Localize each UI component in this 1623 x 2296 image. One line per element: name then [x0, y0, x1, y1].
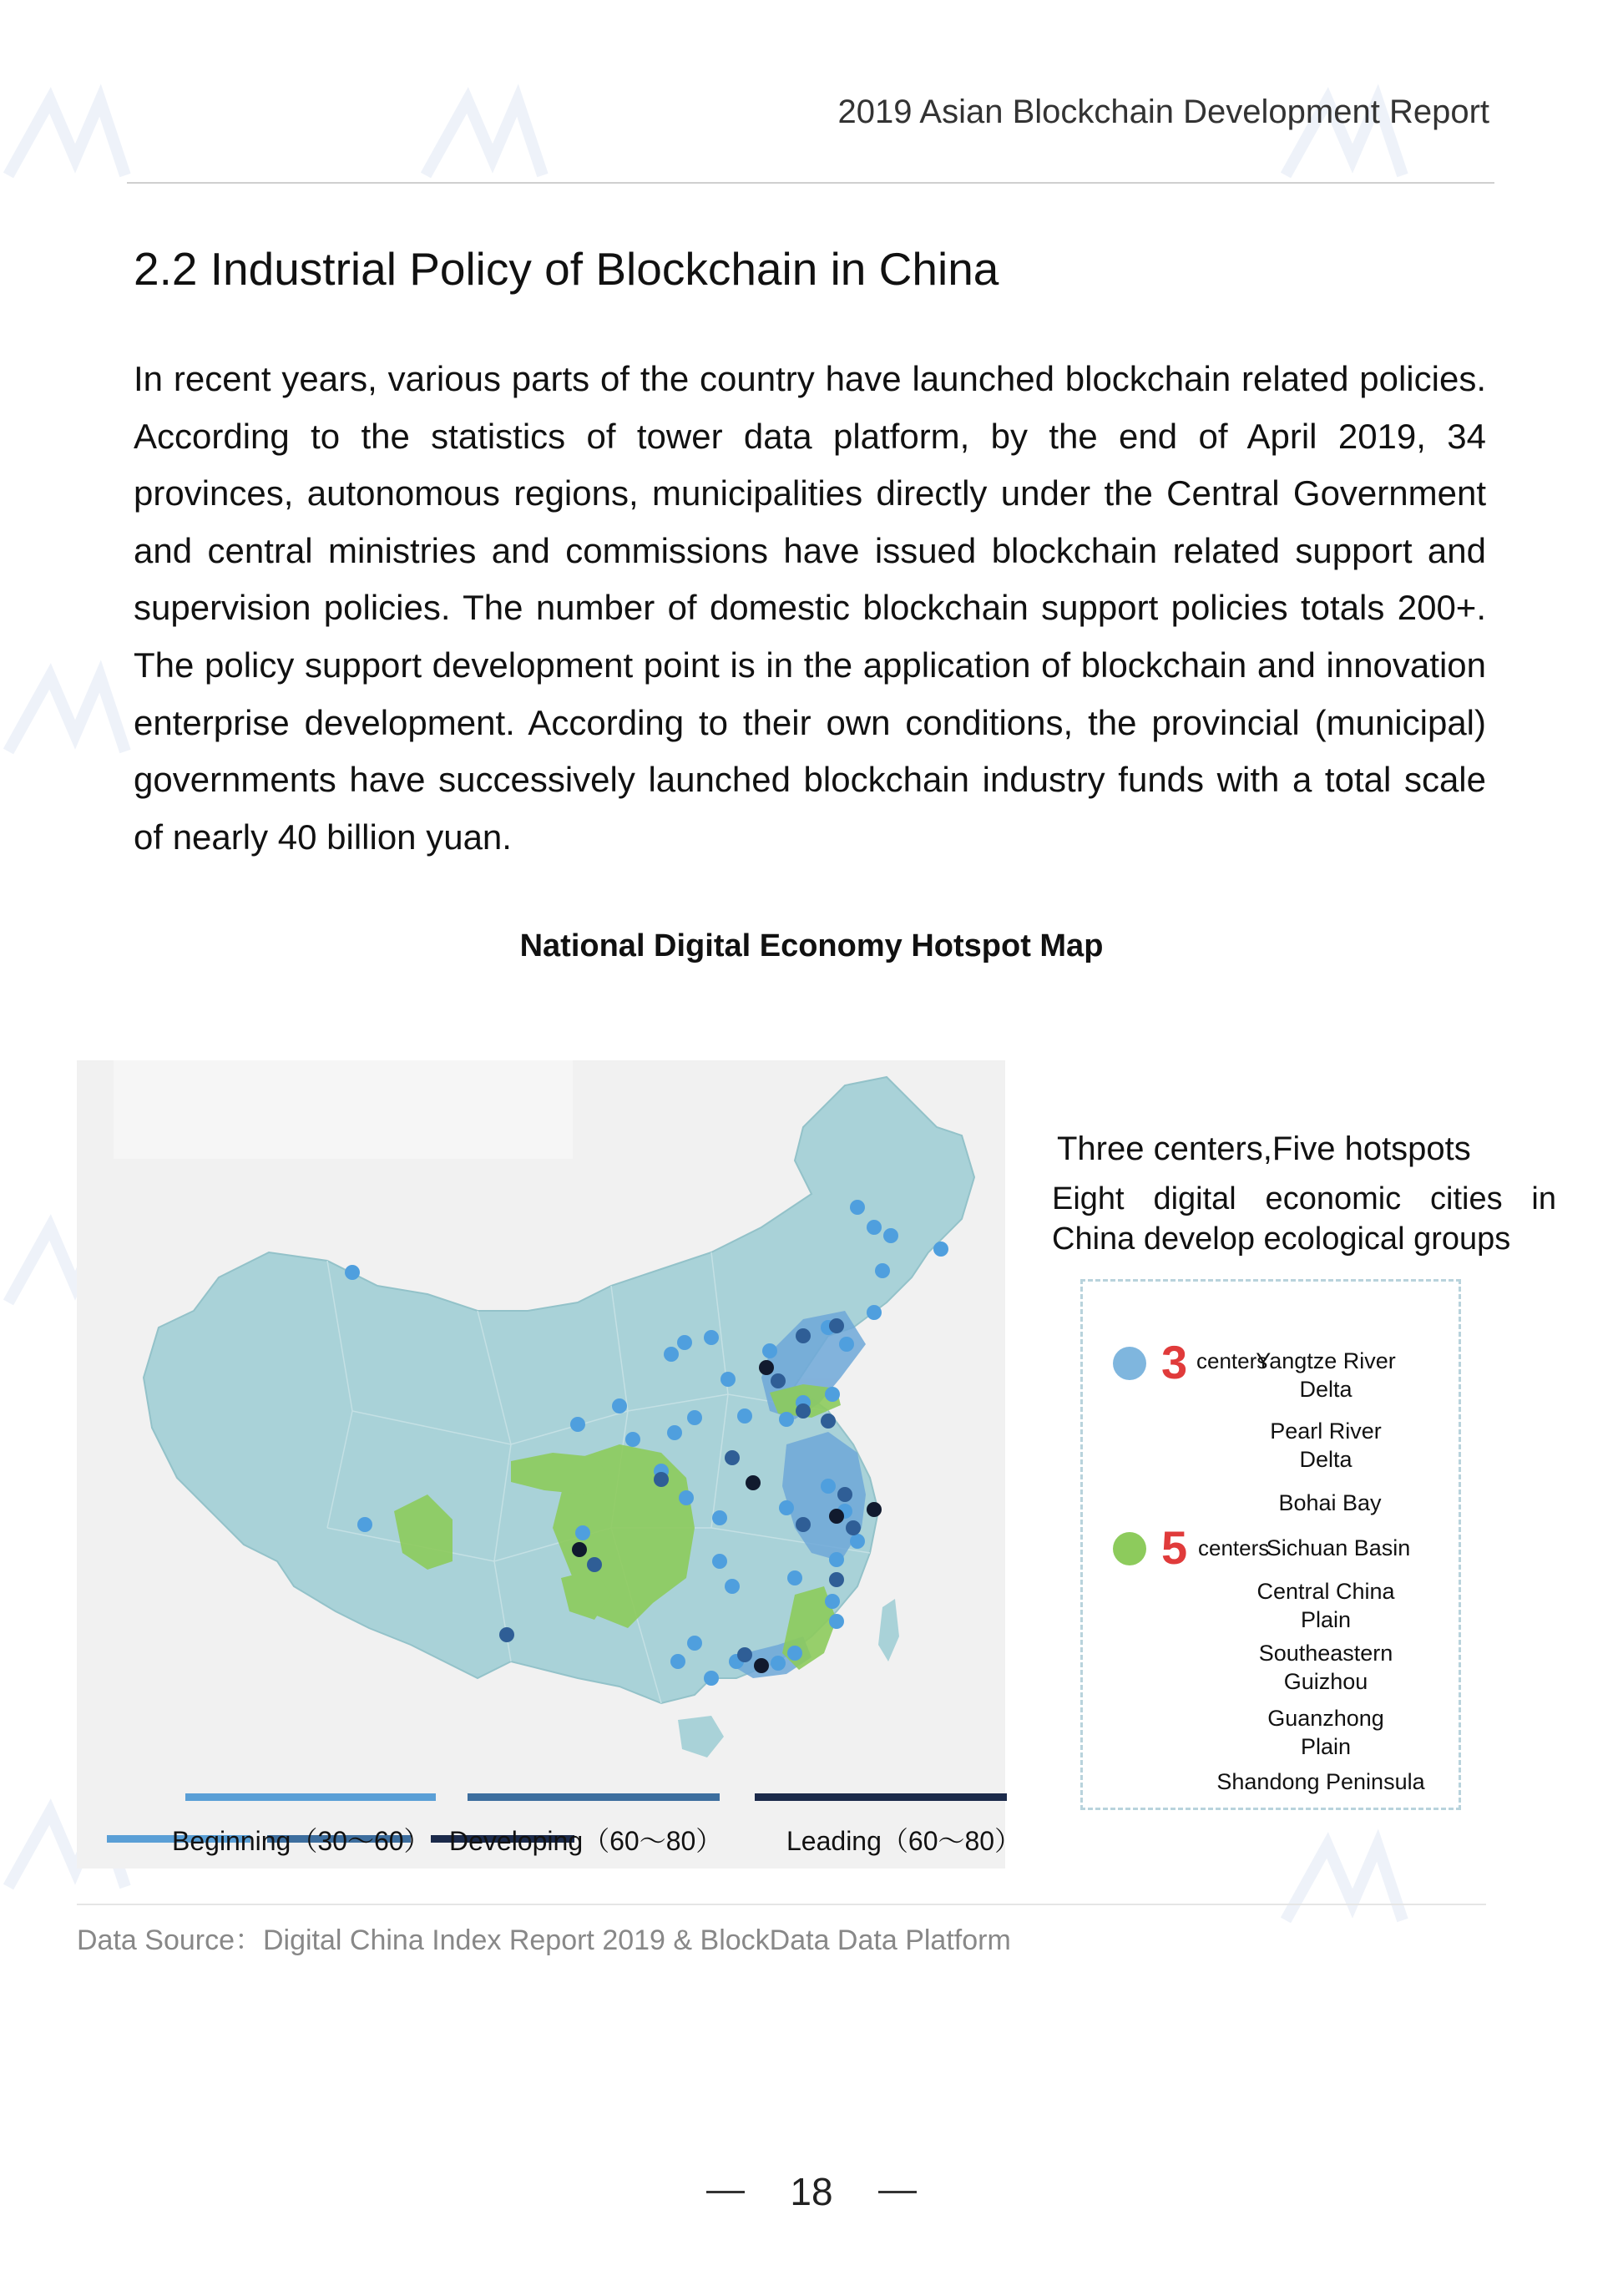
hotspots-count: 5	[1161, 1521, 1188, 1574]
header-divider	[127, 182, 1494, 184]
level-label-beginning: Beginning（30～60）	[172, 1826, 431, 1856]
level-bar-developing-full	[468, 1793, 720, 1801]
legend-item-central-china: Central China Plain	[1256, 1579, 1395, 1632]
legend-item-sichuan: Sichuan Basin	[1266, 1535, 1411, 1560]
taiwan-island	[878, 1599, 899, 1661]
centers-color-swatch	[1113, 1347, 1146, 1380]
figure-title: National Digital Economy Hotspot Map	[519, 928, 1104, 963]
source-divider	[77, 1904, 1486, 1905]
china-landmass	[144, 1077, 974, 1703]
level-bar-leading-full	[755, 1793, 1007, 1801]
body-paragraph: In recent years, various parts of the country have launched blockchain related policies. According to the statistics of tower data platform, by the end of April 2019, 34 provinces, autonomous regions, municipalities directly under the Central Government and central ministries and commissions have issued blockchain related support and supervision policies. The number of domestic blockchain support policies totals 200+. The policy support development point is in the application of blockchain and innovation enterprise development. According to their own conditions, the provincial (municipal) governments have successively launched blockchain industry funds with a total scale of nearly 40 billion yuan.	[134, 359, 1486, 857]
legend-subheading: Eight digital economic cities in China develop ecological groups	[1052, 1181, 1556, 1257]
data-source: Data Source：Digital China Index Report 2019 & BlockData Data Platform	[77, 1924, 1011, 1956]
china-map	[77, 1060, 1005, 1869]
legend-box	[1080, 1279, 1461, 1810]
hotspots-color-swatch	[1113, 1532, 1146, 1565]
legend-item-bohai: Bohai Bay	[1278, 1490, 1382, 1515]
legend-item-yangtze: Yangtze River Delta	[1256, 1348, 1396, 1402]
centers-count: 3	[1161, 1336, 1188, 1388]
legend-item-guizhou: Southeastern Guizhou	[1258, 1641, 1393, 1694]
page-dash-right	[878, 2191, 917, 2193]
level-label-leading: Leading（60～80）	[786, 1826, 1022, 1856]
hotspots-label: centers	[1198, 1535, 1270, 1560]
page-number: 18	[790, 2170, 833, 2213]
centers-label: centers	[1196, 1348, 1268, 1373]
legend-heading: Three centers,Five hotspots	[1057, 1130, 1471, 1167]
running-header: 2019 Asian Blockchain Development Report	[837, 94, 1489, 130]
legend-item-shandong: Shandong Peninsula	[1216, 1769, 1425, 1794]
hainan-island	[678, 1716, 724, 1757]
level-bar-beginning-full	[185, 1793, 436, 1801]
section-title: 2.2 Industrial Policy of Blockchain in China	[134, 243, 999, 295]
legend-item-pearl: Pearl River Delta	[1270, 1419, 1382, 1472]
legend-item-guanzhong: Guanzhong Plain	[1267, 1706, 1384, 1759]
hotspot-map-panel	[77, 1060, 1005, 1869]
level-label-developing: Developing（60～80）	[449, 1826, 723, 1856]
